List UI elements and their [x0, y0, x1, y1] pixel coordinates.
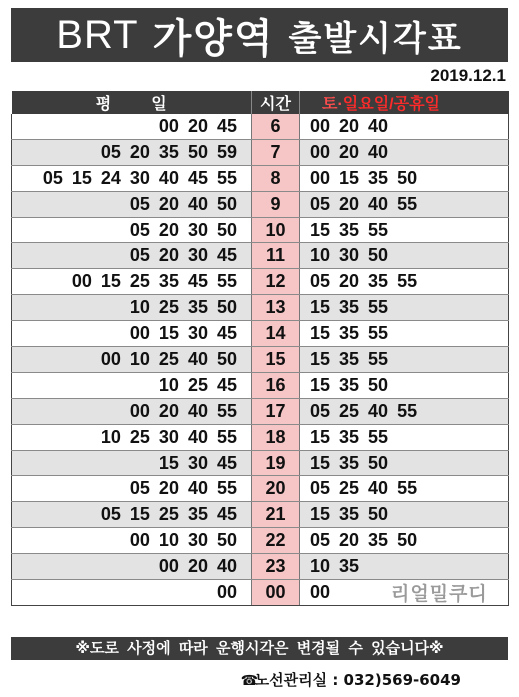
weekday-times: 10 25 35 50: [12, 295, 252, 321]
table-row: [12, 398, 509, 424]
table-row: [12, 424, 509, 450]
contact-line: [241, 669, 461, 690]
table-row: [12, 476, 509, 502]
weekday-times: 00 20 40 55: [12, 398, 252, 424]
weekday-times: 00 15 30 45: [12, 321, 252, 347]
weekday-times: 05 20 35 50 59: [12, 139, 252, 165]
table-row: [12, 191, 509, 217]
weekday-times: 05 15 24 30 40 45 55: [12, 165, 252, 191]
weekday-times: 00 20 40: [12, 554, 252, 580]
hour-cell: 16: [252, 372, 300, 398]
weekday-times: 00 15 25 35 45 55: [12, 269, 252, 295]
hour-cell: 20: [252, 476, 300, 502]
weekend-times: 05 20 35 55: [300, 269, 509, 295]
hour-cell: 00: [252, 580, 300, 606]
hour-cell: 22: [252, 528, 300, 554]
weekend-times: 15 35 55: [300, 217, 509, 243]
weekday-times: 05 20 30 45: [12, 243, 252, 269]
weekend-times: 15 35 55: [300, 347, 509, 373]
hour-cell: 19: [252, 450, 300, 476]
weekday-times: 10 25 30 40 55: [12, 424, 252, 450]
timetable: [11, 91, 509, 606]
header-time: 시간: [252, 91, 300, 114]
header-weekend: [300, 91, 509, 114]
table-row: [12, 372, 509, 398]
table-row: [12, 528, 509, 554]
weekend-times: 10 35: [300, 554, 509, 580]
weekday-times: 05 20 40 50: [12, 191, 252, 217]
weekday-times: 00 10 30 50: [12, 528, 252, 554]
table-row: [12, 269, 509, 295]
weekday-times: 00 10 25 40 50: [12, 347, 252, 373]
hour-cell: 6: [252, 114, 300, 139]
hour-cell: 17: [252, 398, 300, 424]
weekday-times: 15 30 45: [12, 450, 252, 476]
hour-cell: 10: [252, 217, 300, 243]
table-row: [12, 554, 509, 580]
hour-cell: 23: [252, 554, 300, 580]
weekend-times: 00: [300, 580, 509, 606]
weekend-times: 05 25 40 55: [300, 398, 509, 424]
header-sunday-holiday: 일요일/공휴일: [342, 96, 440, 113]
weekend-times: 05 20 35 50: [300, 528, 509, 554]
hour-cell: 15: [252, 347, 300, 373]
table-row: [12, 243, 509, 269]
title-brt: BRT: [56, 12, 139, 57]
weekday-times: 00 20 45: [12, 114, 252, 139]
table-row: [12, 502, 509, 528]
weekend-times: 10 30 50: [300, 243, 509, 269]
weekend-times: 00 20 40: [300, 114, 509, 139]
weekend-times: 05 25 40 55: [300, 476, 509, 502]
timetable-header: [12, 91, 509, 114]
weekend-times: 15 35 55: [300, 295, 509, 321]
weekend-times: 15 35 50: [300, 502, 509, 528]
title-station: 가양역: [152, 15, 275, 62]
table-row: [12, 165, 509, 191]
table-row: [12, 450, 509, 476]
table-row: [12, 217, 509, 243]
timetable-body: [12, 114, 509, 605]
hour-cell: 21: [252, 502, 300, 528]
weekend-times: 15 35 55: [300, 424, 509, 450]
hour-cell: 18: [252, 424, 300, 450]
weekend-times: 15 35 50: [300, 450, 509, 476]
weekday-times: 05 20 30 50: [12, 217, 252, 243]
weekend-times: 00 15 35 50: [300, 165, 509, 191]
title-banner: [11, 8, 508, 62]
table-row: [12, 114, 509, 139]
table-row: [12, 347, 509, 373]
title-timetable: 출발시각표: [288, 18, 463, 59]
table-row: [12, 321, 509, 347]
effective-date: 2019.12.1: [430, 66, 506, 85]
watermark: 리얼밀쿠디: [391, 583, 488, 605]
hour-cell: 13: [252, 295, 300, 321]
weekend-times: 15 35 50: [300, 372, 509, 398]
weekday-times: 05 15 25 35 45: [12, 502, 252, 528]
weekday-times: 05 20 40 55: [12, 476, 252, 502]
weekday-times: 10 25 45: [12, 372, 252, 398]
hour-cell: 9: [252, 191, 300, 217]
header-saturday: 토·: [322, 96, 343, 113]
hour-cell: 7: [252, 139, 300, 165]
weekend-times: 15 35 55: [300, 321, 509, 347]
header-weekday: 평일: [12, 91, 252, 114]
notice-bar: ※도로 사정에 따라 운행시각은 변경될 수 있습니다※: [11, 637, 508, 660]
table-row: [12, 139, 509, 165]
phone-icon: ☎: [240, 673, 259, 689]
hour-cell: 11: [252, 243, 300, 269]
weekend-times: 05 20 40 55: [300, 191, 509, 217]
hour-cell: 12: [252, 269, 300, 295]
hour-cell: 8: [252, 165, 300, 191]
contact-label: 노선관리실 : 032)569-6049: [254, 671, 461, 689]
hour-cell: 14: [252, 321, 300, 347]
weekend-times: 00 20 40: [300, 139, 509, 165]
weekday-times: 00: [12, 580, 252, 606]
table-row: [12, 295, 509, 321]
